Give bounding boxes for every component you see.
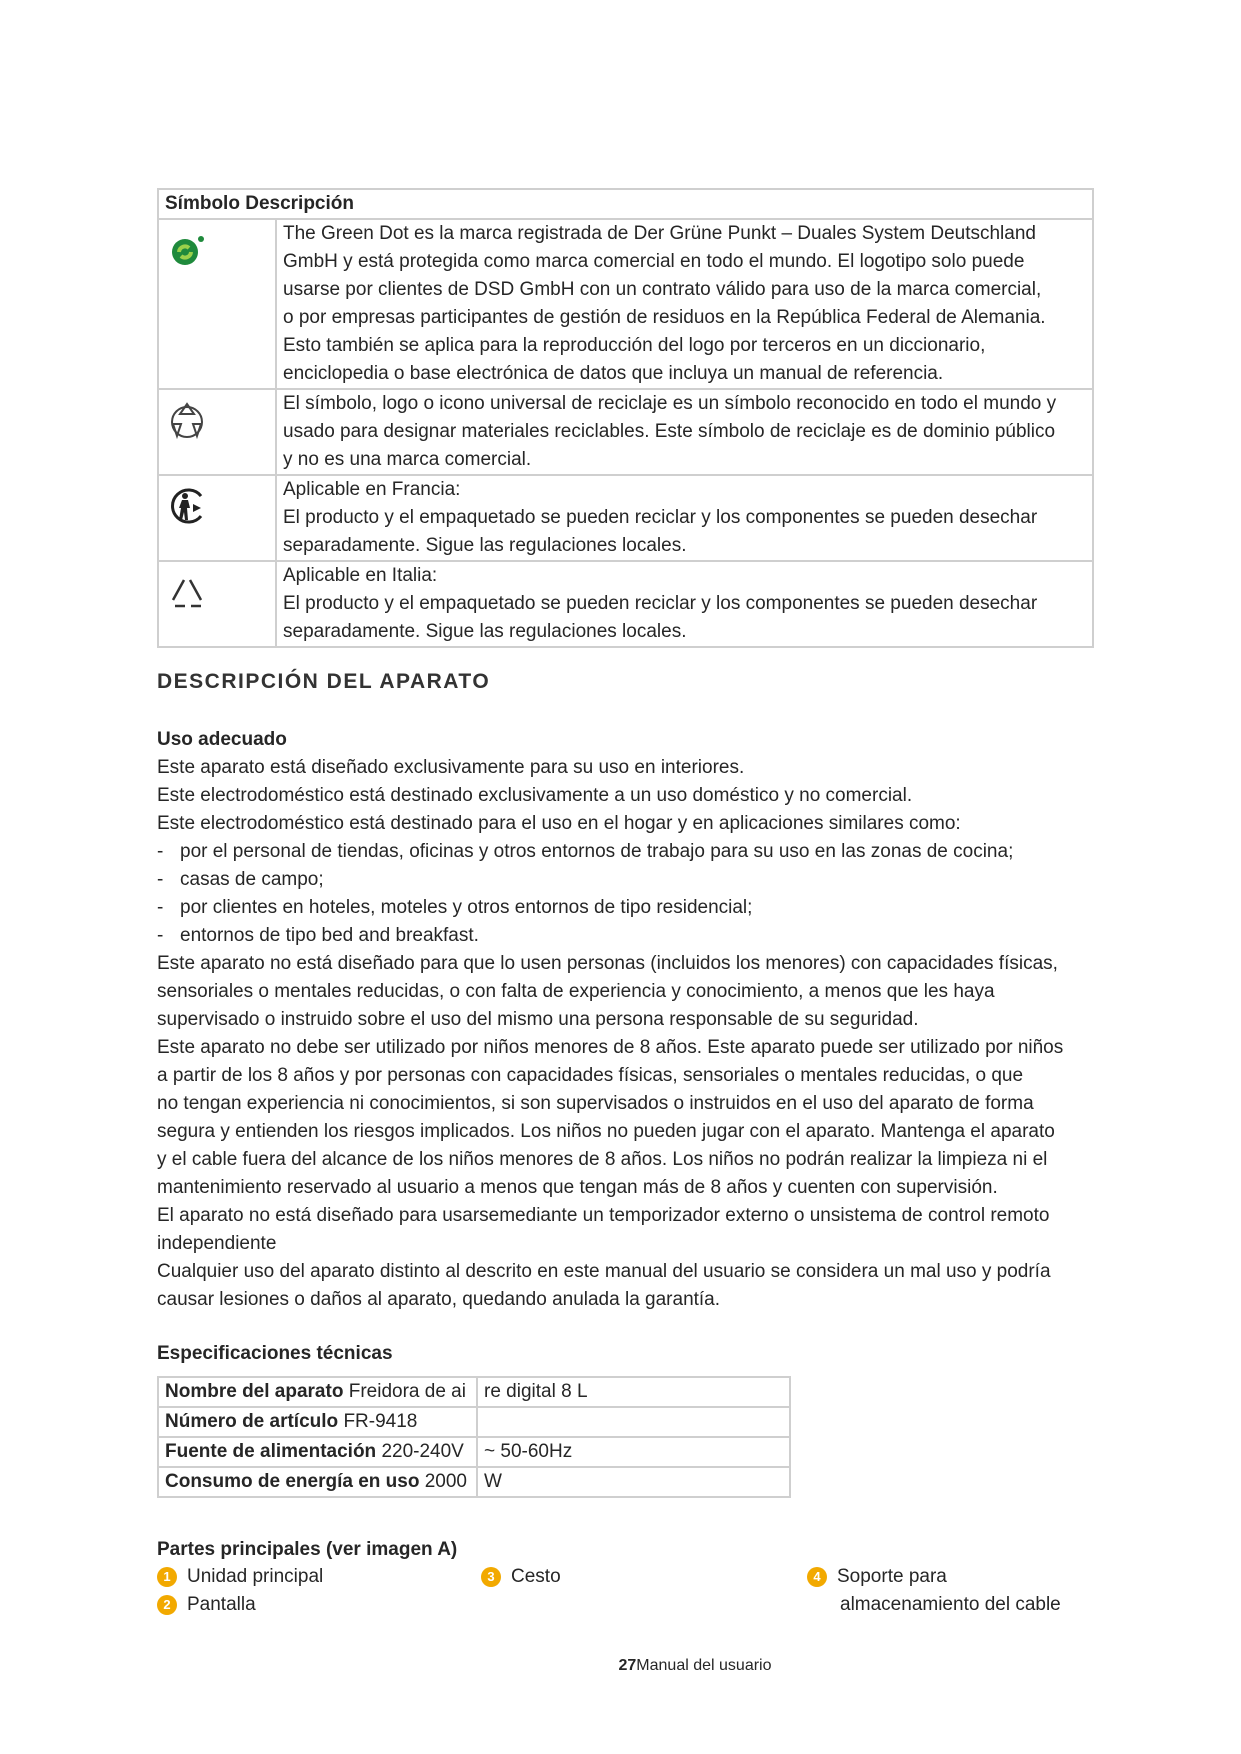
text-line: segura y entienden los riesgos implicados. Los niños no pueden jugar con el aparato. Mantenga el aparato <box>157 1121 1055 1142</box>
list-item: - por clientes en hoteles, moteles y otros entornos de tipo residencial; <box>157 897 753 918</box>
text-line: mantenimiento reservado al usuario a menos que tengan más de 8 años y cuenten con supervisión. <box>157 1177 998 1198</box>
triman-icon <box>167 486 207 526</box>
table-header: Símbolo Descripción <box>158 189 1093 219</box>
section-title: DESCRIPCIÓN DEL APARATO <box>157 670 491 693</box>
text-line: Cualquier uso del aparato distinto al descrito en este manual del usuario se considera un mal uso y podría <box>157 1261 1051 1282</box>
list-item: - casas de campo; <box>157 869 324 890</box>
part-item: 3 Cesto <box>481 1563 561 1591</box>
table-row: Número de artículo FR-9418 <box>158 1407 790 1437</box>
text-line: Este electrodoméstico está destinado exclusivamente a un uso doméstico y no comercial. <box>157 785 913 806</box>
text-line: usado para designar materiales reciclables. Este símbolo de reciclaje es de dominio público <box>283 421 1056 442</box>
text-line: y no es una marca comercial. <box>283 449 532 470</box>
table-row: Fuente de alimentación 220-240V ~ 50-60Hz <box>158 1437 790 1467</box>
table-row <box>158 475 1093 561</box>
text-line: El producto y el empaquetado se pueden reciclar y los componentes se pueden desechar <box>283 593 1038 614</box>
table-row <box>158 219 1093 389</box>
green-dot-icon <box>167 230 207 270</box>
part-item: 1 Unidad principal <box>157 1563 323 1591</box>
list-item: - entornos de tipo bed and breakfast. <box>157 925 479 946</box>
text-line: Esto también se aplica para la reproducción del logo por terceros en un diccionario, <box>283 335 986 356</box>
part-item: 2 Pantalla <box>157 1591 256 1619</box>
parts-title: Partes principales (ver imagen A) <box>157 1539 458 1560</box>
text-line: El símbolo, logo o icono universal de reciclaje es un símbolo reconocido en todo el mundo y <box>283 393 1057 414</box>
text-line: enciclopedia o base electrónica de datos que incluya un manual de referencia. <box>283 363 944 384</box>
table-row <box>158 561 1093 647</box>
specs-title: Especificaciones técnicas <box>157 1343 393 1364</box>
table-row: Consumo de energía en uso 2000 W <box>158 1467 790 1497</box>
text-line: Este aparato no está diseñado para que lo usen personas (incluidos los menores) con capacidades físicas, <box>157 953 1058 974</box>
recycle-triangle-icon <box>167 572 207 612</box>
text-line: independiente <box>157 1233 277 1254</box>
part-item: 4 Soporte para almacenamiento del cable <box>807 1563 1061 1619</box>
text-line: a partir de los 8 años y por personas con capacidades físicas, sensoriales o mentales reducidas, o que <box>157 1065 1024 1086</box>
table-row: Nombre del aparato Freidora de ai re digital 8 L <box>158 1377 790 1407</box>
text-line: El aparato no está diseñado para usarsemediante un temporizador externo o unsistema de control remoto <box>157 1205 1050 1226</box>
text-line: El producto y el empaquetado se pueden reciclar y los componentes se pueden desechar <box>283 507 1038 528</box>
uso-section <box>157 726 1107 1314</box>
text-line: Este aparato está diseñado exclusivamente para su uso en interiores. <box>157 757 745 778</box>
text-line: no tengan experiencia ni conocimientos, si son supervisados o instruidos en el uso del aparato de forma <box>157 1093 1034 1114</box>
recycling-icon <box>167 400 207 440</box>
text-line: sensoriales o mentales reducidas, o con falta de experiencia y conocimiento, a menos que les haya <box>157 981 995 1002</box>
list-item: - por el personal de tiendas, oficinas y otros entornos de trabajo para su uso en las zonas de cocina; <box>157 841 1014 862</box>
footer-text: Manual del usuario <box>636 1657 772 1674</box>
table-row <box>158 389 1093 475</box>
text-line: Aplicable en Francia: <box>283 479 461 500</box>
page-footer <box>0 1652 1241 1680</box>
text-line: Este aparato no debe ser utilizado por niños menores de 8 años. Este aparato puede ser utilizado por niños <box>157 1037 1064 1058</box>
specs-table <box>157 1376 791 1498</box>
text-line: o por empresas participantes de gestión de residuos en la República Federal de Alemania. <box>283 307 1046 328</box>
text-line: causar lesiones o daños al aparato, quedando anulada la garantía. <box>157 1289 721 1310</box>
text-line: supervisado o instruido sobre el uso del mismo una persona responsable de su seguridad. <box>157 1009 919 1030</box>
page-number: 27 <box>618 1657 637 1674</box>
text-line: GmbH y está protegida como marca comercial en todo el mundo. El logotipo solo puede <box>283 251 1025 272</box>
text-line: Este electrodoméstico está destinado para el uso en el hogar y en aplicaciones similares como: <box>157 813 961 834</box>
text-line: usarse por clientes de DSD GmbH con un contrato válido para uso de la marca comercial, <box>283 279 1042 300</box>
text-line: separadamente. Sigue las regulaciones locales. <box>283 621 687 642</box>
subsection-title: Uso adecuado <box>157 729 287 750</box>
text-line: The Green Dot es la marca registrada de Der Grüne Punkt – Duales System Deutschland <box>283 223 1036 244</box>
text-line: Aplicable en Italia: <box>283 565 438 586</box>
text-line: y el cable fuera del alcance de los niños menores de 8 años. Los niños no podrán realizar la limpieza ni el <box>157 1149 1048 1170</box>
text-line: separadamente. Sigue las regulaciones locales. <box>283 535 687 556</box>
symbol-table <box>157 188 1094 648</box>
